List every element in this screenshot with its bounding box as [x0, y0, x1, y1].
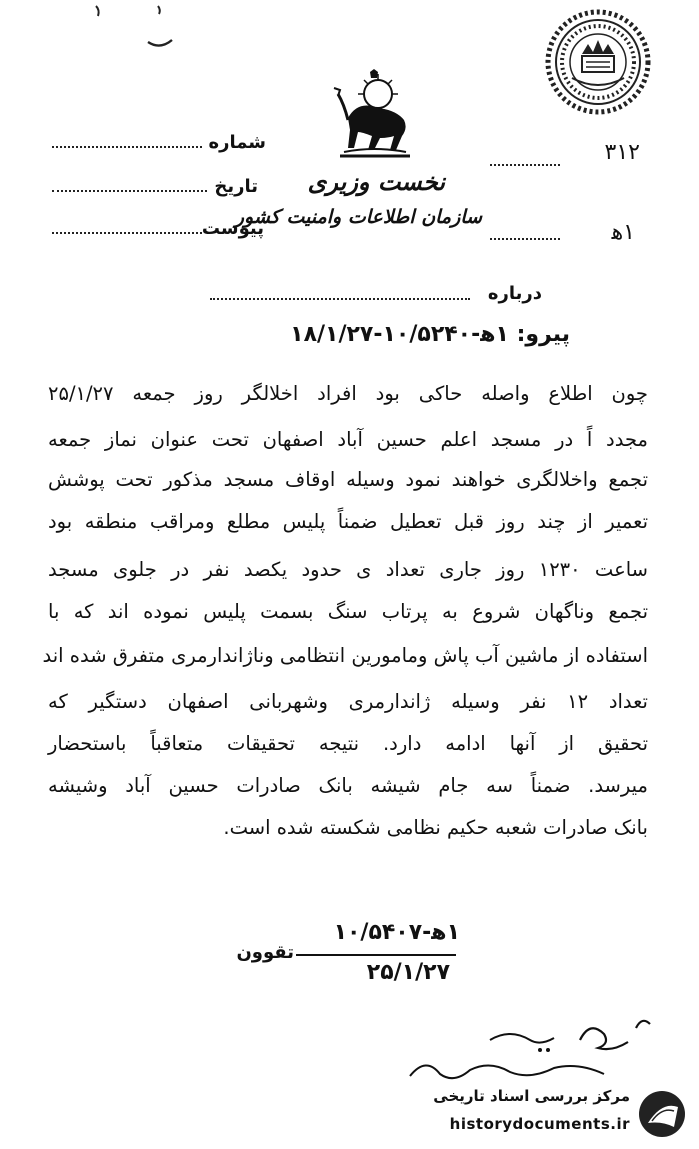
document-number: ۳۱۲ [604, 140, 640, 165]
body-line-11: بانک صادرات شعبه حکیم نظامی شکسته شده است. [223, 816, 648, 839]
body-line-5: ساعت ۱۲۳۰ روز جاری تعداد ی حدود یکصد نفر در جلوی مسجد [48, 558, 648, 581]
number-label: شماره [208, 132, 266, 153]
watermark-title: مرکز بررسی اسناد تاریخی [433, 1087, 630, 1105]
attachment-field-line [52, 232, 202, 234]
subject-label: درباره [487, 283, 542, 304]
date-field-line [52, 190, 207, 192]
body-line-6: تجمع وناگهان شروع به پرتاب سنگ بسمت پلیس نموده اند که با [48, 600, 648, 623]
organization-subtitle: سازمان اطلاعات وامنیت کشور [234, 206, 482, 228]
body-line-9: تحقیق از آنها ادامه دارد. نتیجه تحقیقات متعاقباً باستحضار [48, 732, 648, 755]
organization-title: نخست وزیری [307, 168, 445, 196]
right-code-line [490, 238, 560, 240]
body-line-1: چون اطلاع واصله حاکی بود افراد اخلالگر روز جمعه ۲۵/۱/۲۷ [48, 382, 648, 405]
footer-divider [296, 954, 456, 956]
footer-date: ۲۵/۱/۲۷ [366, 960, 450, 985]
number-field-line [52, 146, 202, 148]
pen-mark-top-left [60, 0, 210, 60]
date-label: تاریخ [214, 176, 258, 197]
subject-field-line [210, 298, 470, 300]
handwritten-note [400, 1010, 670, 1090]
body-line-10: میرسد. ضمناً سه جام شیشه بانک صادرات حسین آباد وشیشه [48, 774, 648, 797]
body-line-3: تجمع واخلالگری خواهند نمود وسیله اوقاف مسجد مذکور تحت پوشش [48, 468, 648, 491]
footer-calendar-label: تقوون [236, 942, 294, 963]
archive-seal-stamp [542, 8, 654, 116]
document-code: ۱ه‍ [611, 220, 635, 245]
watermark-brand [430, 1085, 692, 1143]
body-line-4: تعمیر از چند روز قبل تعطیل ضمناً پلیس مطلع ومراقب منطقه بود [48, 510, 648, 533]
body-line-8: تعداد ۱۲ نفر وسیله ژاندارمری وشهربانی اصفهان دستگیر که [48, 690, 648, 713]
body-line-7: استفاده از ماشین آب پاش ومامورین انتظامی وناژاندارمری متفرق شده اند [42, 644, 648, 667]
lion-and-sun-emblem [330, 68, 420, 160]
right-number-line [490, 164, 560, 166]
handwritten-note-drawing [400, 1010, 670, 1090]
history-documents-logo-icon [636, 1089, 688, 1139]
reference-line: پیرو: ۱ه‍-۱۰/۵۲۴۰-۱۸/۱/۲۷ [290, 322, 570, 347]
footer-file-number: ۱ه‍-۱۰/۵۴۰۷ [333, 920, 460, 945]
body-line-2: مجدد اً در مسجد اعلم حسین آباد اصفهان تحت عنوان نماز جمعه [48, 428, 648, 451]
watermark-url: historydocuments.ir [449, 1115, 630, 1133]
attachment-label: پیوست [201, 218, 264, 239]
